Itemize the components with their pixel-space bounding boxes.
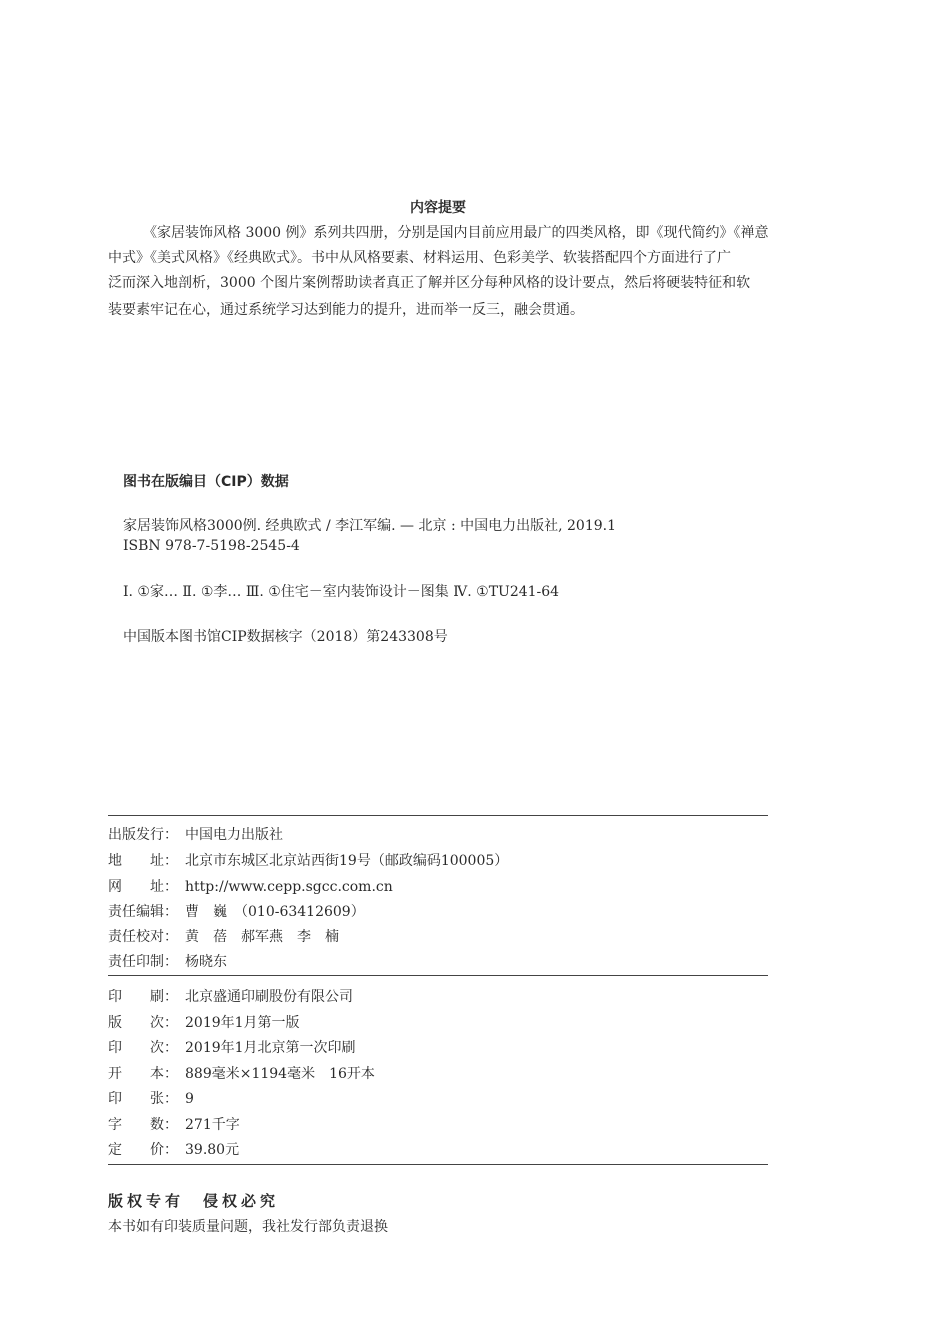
divider <box>108 815 768 816</box>
copyright-note: 本书如有印装质量问题，我社发行部负责退换 <box>108 1219 388 1235</box>
row-label: 出版发行： <box>108 827 178 843</box>
summary-line: 装要素牢记在心，通过系统学习达到能力的提升，进而举一反三，融会贯通。 <box>108 302 584 318</box>
word-count-row <box>108 1114 240 1134</box>
cip-classification: Ⅰ. ①家… Ⅱ. ①李… Ⅲ. ①住宅－室内装饰设计－图集 Ⅳ. ①TU241-64 <box>123 584 560 600</box>
row-value: 39.80元 <box>185 1142 240 1158</box>
row-label: 印 刷： <box>108 989 178 1005</box>
summary-line: 《家居装饰风格 3000 例》系列共四册，分别是国内目前应用最广的四类风格，即《现代简约》《禅意 <box>143 225 769 241</box>
row-value: 271千字 <box>185 1117 240 1133</box>
cip-isbn: ISBN 978-7-5198-2545-4 <box>123 538 300 554</box>
row-label: 地 址： <box>108 853 178 869</box>
editor-row <box>108 901 365 921</box>
row-value: 北京市东城区北京站西街19号（邮政编码100005） <box>185 853 509 869</box>
row-value: 2019年1月第一版 <box>185 1015 300 1031</box>
cip-record: 家居装饰风格3000例. 经典欧式 / 李江军编. — 北京 : 中国电力出版社, 2019.1 <box>123 518 616 534</box>
row-value: 曹 巍 （010-63412609） <box>185 904 365 920</box>
cip-title: 图书在版编目（CIP）数据 <box>123 474 289 490</box>
row-label: 网 址： <box>108 879 178 895</box>
row-label: 字 数： <box>108 1117 178 1133</box>
row-label: 责任编辑： <box>108 904 178 920</box>
row-value: 杨晓东 <box>185 954 227 970</box>
proofreader-row <box>108 926 339 946</box>
divider <box>108 975 768 976</box>
row-value: 889毫米×1194毫米 16开本 <box>185 1066 375 1082</box>
row-label: 版 次： <box>108 1015 178 1031</box>
summary-line: 泛而深入地剖析，3000 个图片案例帮助读者真正了解并区分每种风格的设计要点，然后将硬装特征和软 <box>108 275 751 291</box>
print-manager-row <box>108 951 227 971</box>
price-row <box>108 1139 239 1159</box>
row-label: 印 次： <box>108 1040 178 1056</box>
copyright-title: 版权专有 侵权必究 <box>108 1192 280 1210</box>
website-row <box>108 876 393 896</box>
publisher-row <box>108 824 283 844</box>
row-value: 北京盛通印刷股份有限公司 <box>185 989 353 1005</box>
cip-approval: 中国版本图书馆CIP数据核字（2018）第243308号 <box>123 629 448 645</box>
row-label: 责任校对： <box>108 929 178 945</box>
format-row <box>108 1063 375 1083</box>
row-label: 责任印制： <box>108 954 178 970</box>
address-row <box>108 850 508 870</box>
row-label: 定 价： <box>108 1142 178 1158</box>
impression-row <box>108 1037 356 1057</box>
row-value: 2019年1月北京第一次印刷 <box>185 1040 356 1056</box>
row-value: 中国电力出版社 <box>185 827 283 843</box>
row-value: 9 <box>185 1091 194 1107</box>
edition-row <box>108 1012 300 1032</box>
summary-title: 内容提要 <box>410 200 466 216</box>
row-value: http://www.cepp.sgcc.com.cn <box>185 879 393 895</box>
printer-row <box>108 986 353 1006</box>
sheets-row <box>108 1088 194 1108</box>
summary-line: 中式》《美式风格》《经典欧式》。书中从风格要素、材料运用、色彩美学、软装搭配四个方面进行了广 <box>108 250 731 266</box>
row-value: 黄 蓓 郝军燕 李 楠 <box>185 929 339 945</box>
row-label: 印 张： <box>108 1091 178 1107</box>
divider <box>108 1164 768 1165</box>
row-label: 开 本： <box>108 1066 178 1082</box>
